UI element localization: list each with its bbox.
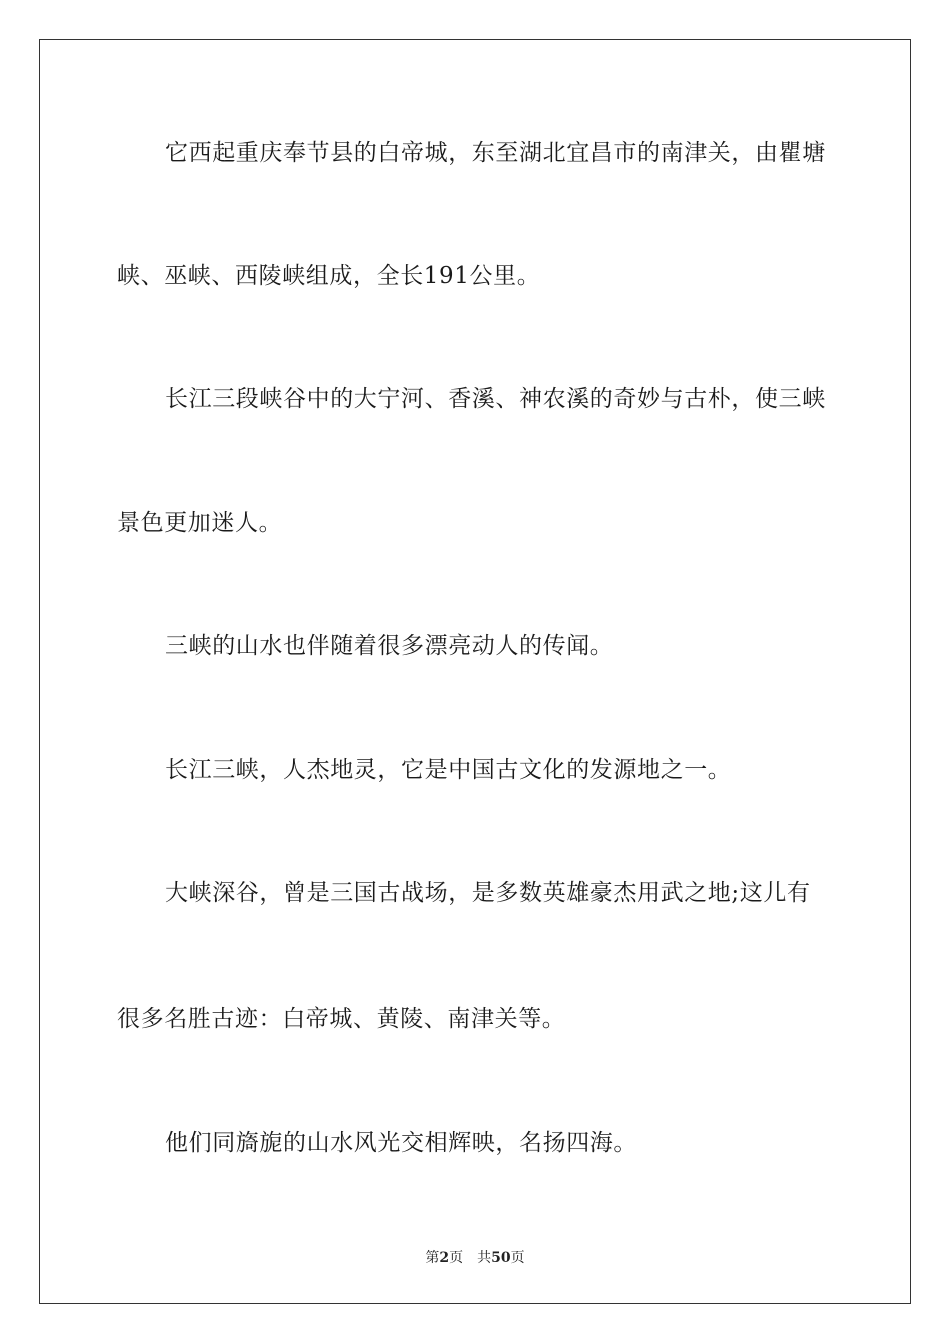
paragraph-line: 很多名胜古迹：白帝城、黄陵、南津关等。 <box>117 1006 566 1032</box>
total-page-count: 50 <box>491 1250 511 1266</box>
page-suffix: 页 <box>449 1250 464 1266</box>
paragraph-line: 峡、巫峡、西陵峡组成，全长191公里。 <box>117 263 541 289</box>
paragraph-line: 它西起重庆奉节县的白帝城，东至湖北宜昌市的南津关，由瞿塘 <box>165 140 826 166</box>
total-prefix: 共 <box>477 1250 492 1266</box>
paragraph-line: 大峡深谷，曾是三国古战场，是多数英雄豪杰用武之地;这儿有 <box>165 880 811 906</box>
paragraph-line: 长江三段峡谷中的大宁河、香溪、神农溪的奇妙与古朴，使三峡 <box>165 386 826 412</box>
paragraph-line: 景色更加迷人。 <box>117 510 283 536</box>
paragraph-line: 三峡的山水也伴随着很多漂亮动人的传闻。 <box>165 633 614 659</box>
page-border <box>39 39 911 1304</box>
total-suffix: 页 <box>510 1250 525 1266</box>
paragraph-line: 他们同旖旎的山水风光交相辉映，名扬四海。 <box>165 1130 637 1156</box>
paragraph-line: 长江三峡，人杰地灵，它是中国古文化的发源地之一。 <box>165 757 732 783</box>
current-page-number: 2 <box>439 1250 450 1266</box>
page-prefix: 第 <box>425 1250 440 1266</box>
page-footer <box>0 1247 950 1267</box>
